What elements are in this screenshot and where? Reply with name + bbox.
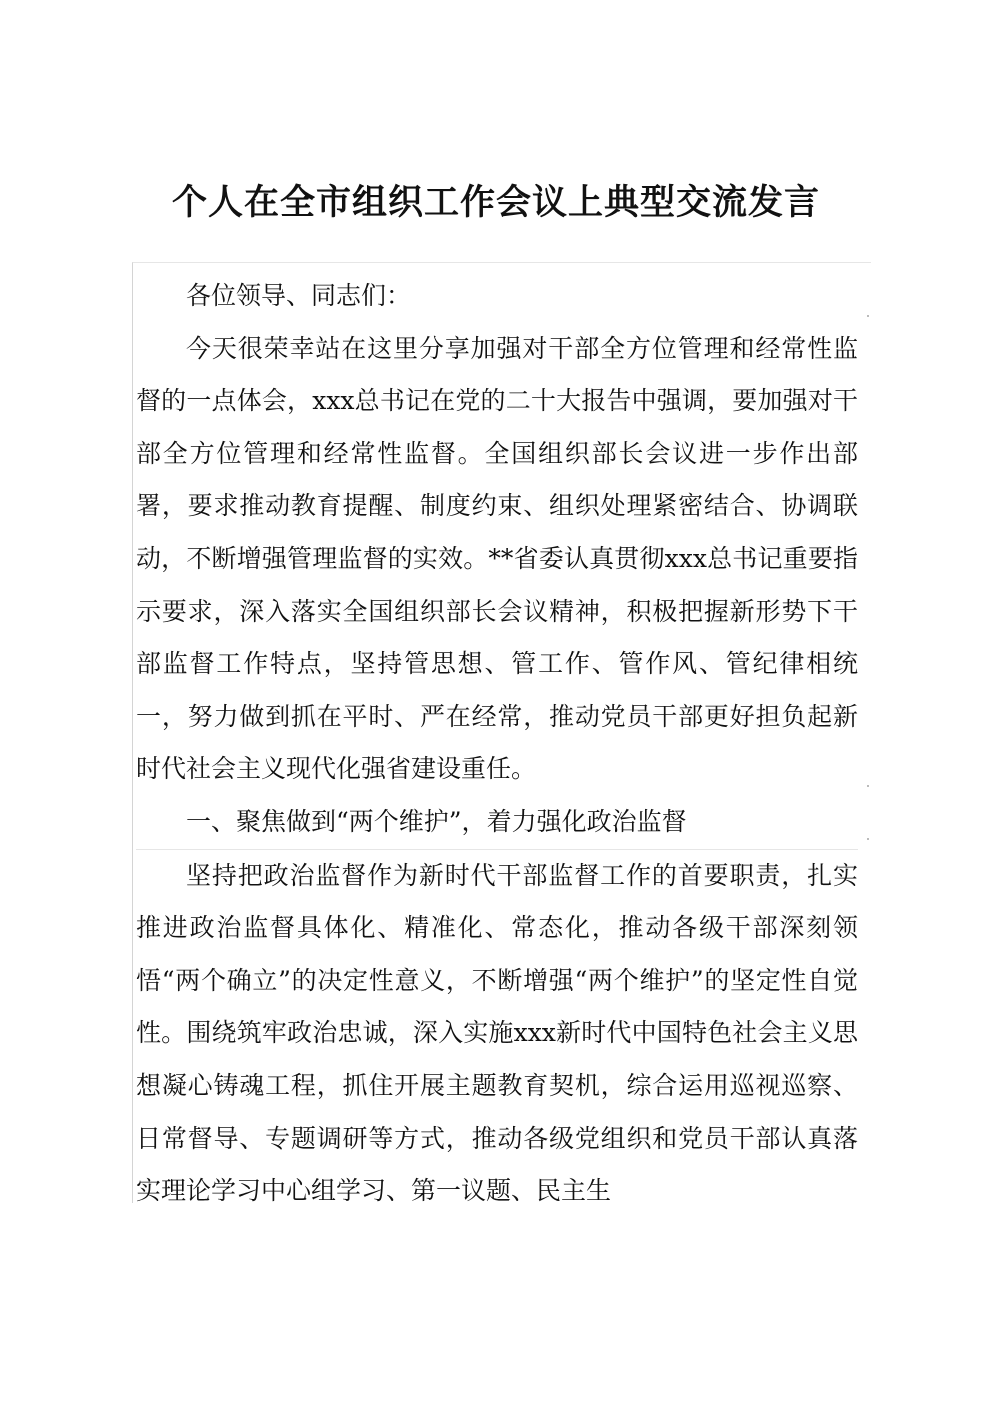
section-heading: 一、聚焦做到“两个维护”，着力强化政治监督 [136, 796, 858, 850]
document-title: 个人在全市组织工作会议上典型交流发言 [171, 183, 820, 223]
greeting-paragraph: 各位领导、同志们： [186, 281, 412, 310]
document-body [136, 270, 858, 1218]
margin-marker [867, 785, 869, 787]
body-paragraph: 坚持把政治监督作为新时代干部监督工作的首要职责，扎实推进政治监督具体化、精准化、常态化，推动各级干部深刻领悟“两个确立”的决定性意义，不断增强“两个维护”的坚定性自觉性。围绕筑牢政治忠诚，深入实施xxx新时代中国特色社会主义思想凝心铸魂工程，抓住开展主题教育契机，综合运用巡视巡察、日常督导、专题调研等方式，推动各级党组织和党员干部认真落实理论学习中心组学习、第一议题、民主生 [136, 860, 858, 1206]
body-paragraph: 今天很荣幸站在这里分享加强对干部全方位管理和经常性监督的一点体会，xxx总书记在党的二十大报告中强调，要加强对干部全方位管理和经常性监督。全国组织部长会议进一步作出部署，要求推动教育提醒、制度约束、组织处理紧密结合、协调联动，不断增强管理监督的实效。**省委认真贯彻xxx总书记重要指示要求，深入落实全国组织部长会议精神，积极把握新形势下干部监督工作特点，坚持管思想、管工作、管作风、管纪律相统一，努力做到抓在平时、严在经常，推动党员干部更好担负起新时代社会主义现代化强省建设重任。 [136, 333, 858, 784]
margin-marker [867, 838, 869, 840]
margin-marker [867, 315, 869, 317]
